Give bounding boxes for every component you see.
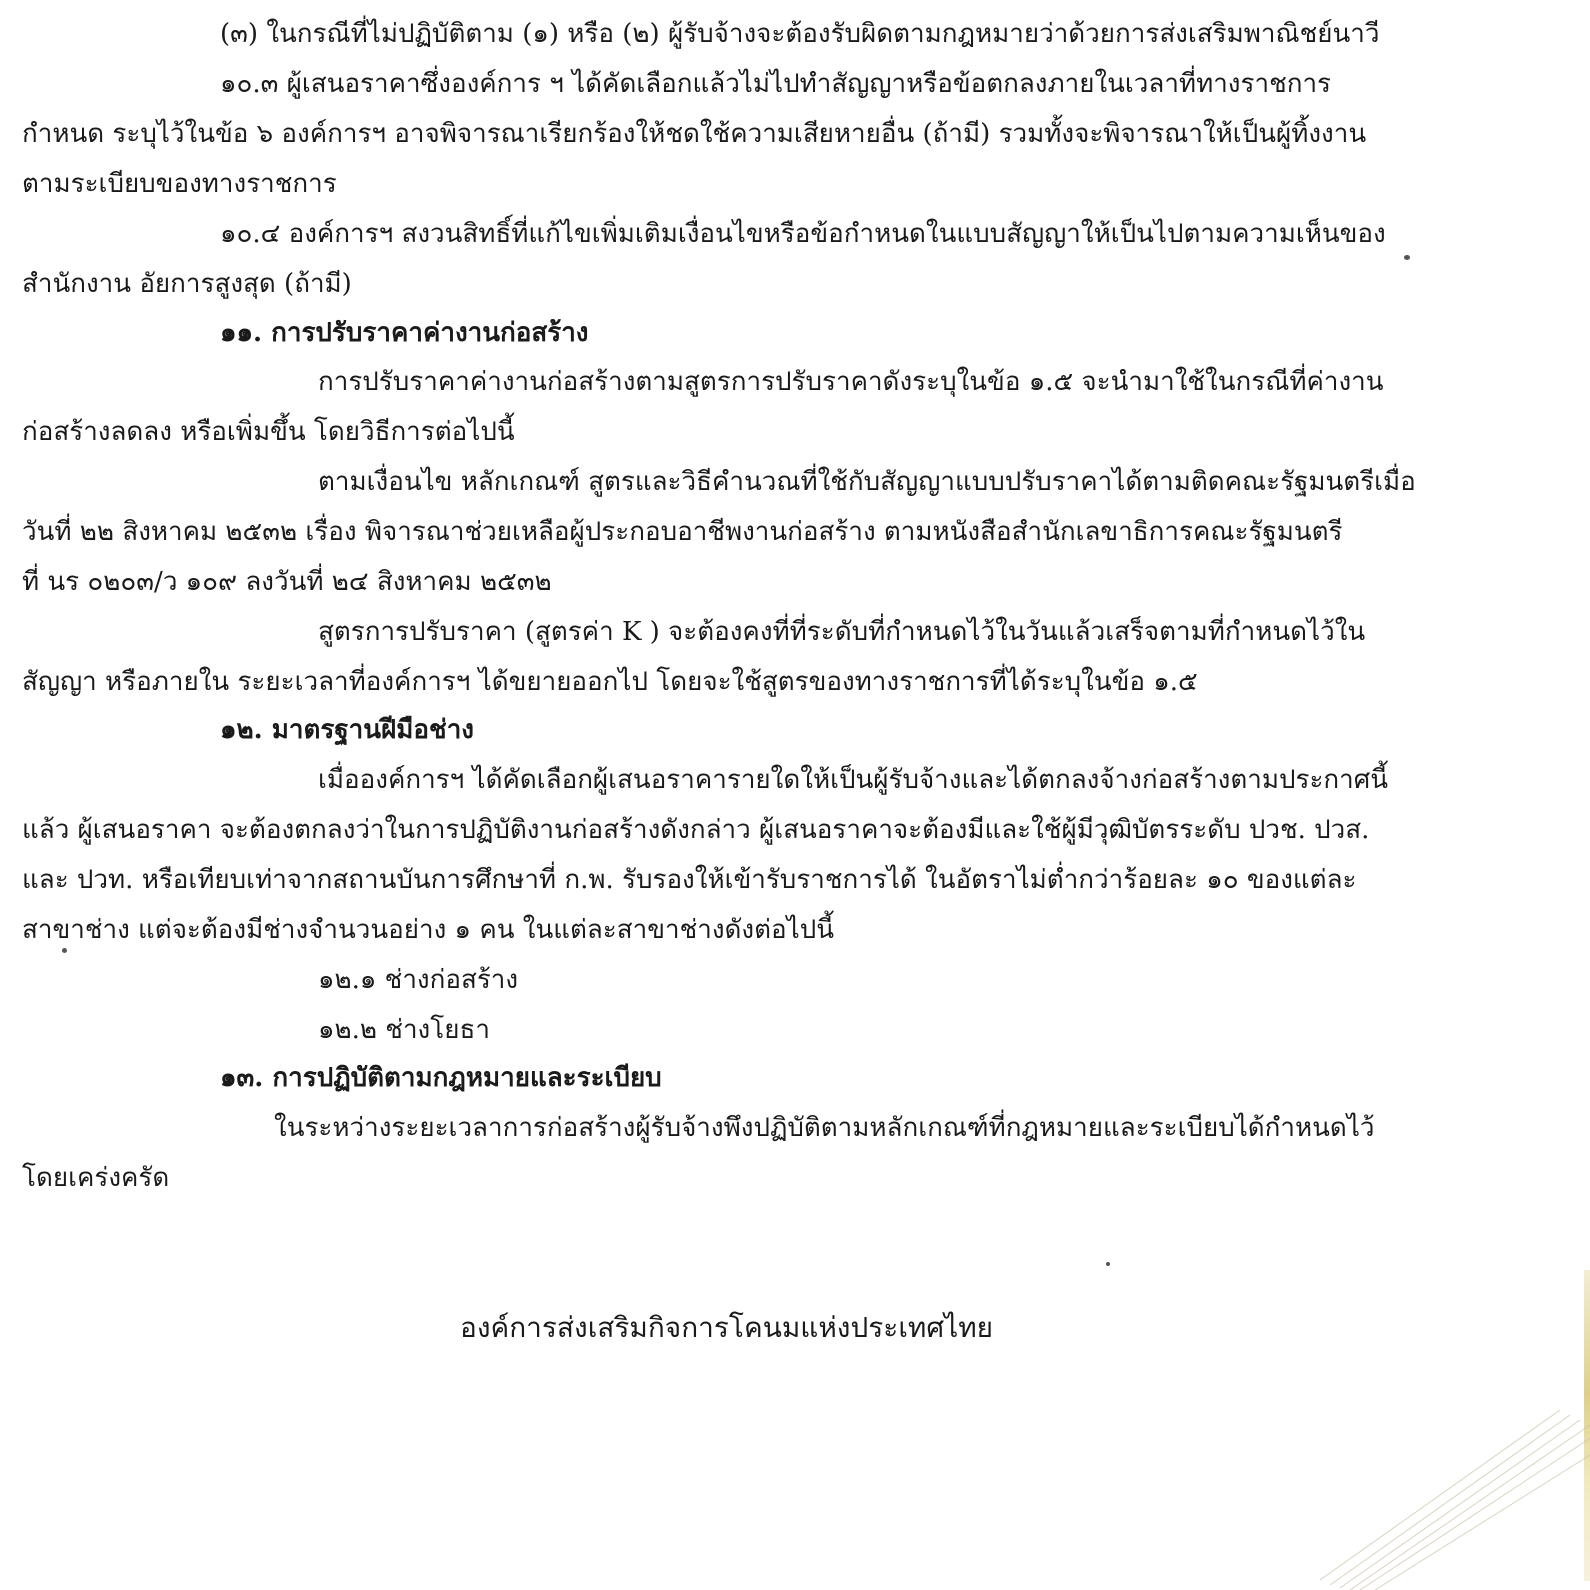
scan-hatch-artifact [1320,1390,1590,1590]
clause-10-3-line-2: กำหนด ระบุไว้ในข้อ ๖ องค์การฯ อาจพิจารณาเรียกร้องให้ชดใช้ความเสียหายอื่น (ถ้ามี) รวมทั้งจะพิจารณาให้เป็นผู้ทิ้งงาน [22,119,1367,149]
section-11-para-1-line-1: การปรับราคาค่างานก่อสร้างตามสูตรการปรับราคาดังระบุในข้อ ๑.๕ จะนำมาใช้ในกรณีที่ค่างาน [318,367,1384,397]
clause-10-4-line-2: สำนักงาน อัยการสูงสุด (ถ้ามี) [22,269,352,299]
section-11-para-3-line-1: สูตรการปรับราคา (สูตรค่า K ) จะต้องคงที่ที่ระดับที่กำหนดไว้ในวันแล้วเสร็จตามที่กำหนดไว้ใน [318,617,1366,647]
section-11-heading: ๑๑. การปรับราคาค่างานก่อสร้าง [220,318,589,348]
section-11-para-2-line-1: ตามเงื่อนไข หลักเกณฑ์ สูตรและวิธีคำนวณที่ใช้กับสัญญาแบบปรับราคาได้ตามติดคณะรัฐมนตรีเมื่อ [318,467,1416,497]
scan-speck [62,948,67,953]
section-11-para-1-line-2: ก่อสร้างลดลง หรือเพิ่มขึ้น โดยวิธีการต่อไปนี้ [22,417,515,447]
scan-speck [1404,255,1410,260]
clause-10-3-line-1: ๑๐.๓ ผู้เสนอราคาซึ่งองค์การ ฯ ได้คัดเลือกแล้วไม่ไปทำสัญญาหรือข้อตกลงภายในเวลาที่ทางราชการ [220,69,1332,99]
section-12-para-line-1: เมื่อองค์การฯ ได้คัดเลือกผู้เสนอราคารายใดให้เป็นผู้รับจ้างและได้ตกลงจ้างก่อสร้างตามประกาศนี้ [318,765,1389,795]
section-12-para-line-4: สาขาช่าง แต่จะต้องมีช่างจำนวนอย่าง ๑ คน ในแต่ละสาขาช่างดังต่อไปนี้ [22,915,834,945]
item-3-text: (๓) ในกรณีที่ไม่ปฏิบัติตาม (๑) หรือ (๒) ผู้รับจ้างจะต้องรับผิดตามกฎหมายว่าด้วยการส่งเสริมพาณิชย์นาวี [220,19,1380,49]
scan-speck [1106,1262,1110,1266]
section-12-heading: ๑๒. มาตรฐานฝีมือช่าง [220,715,474,745]
section-11-para-2-line-3: ที่ นร ๐๒๐๓/ว ๑๐๙ ลงวันที่ ๒๔ สิงหาคม ๒๕๓๒ [22,567,552,597]
section-12-item-1: ๑๒.๑ ช่างก่อสร้าง [318,965,519,995]
section-12-item-2: ๑๒.๒ ช่างโยธา [318,1015,490,1045]
section-13-para-line-1: ในระหว่างระยะเวลาการก่อสร้างผู้รับจ้างพึงปฏิบัติตามหลักเกณฑ์ที่กฎหมายและระเบียบได้กำหนดไว้ [274,1113,1375,1143]
section-11-para-3-line-2: สัญญา หรือภายใน ระยะเวลาที่องค์การฯ ได้ขยายออกไป โดยจะใช้สูตรของทางราชการที่ได้ระบุในข้อ ๑.๕ [22,667,1198,697]
clause-10-4-line-1: ๑๐.๔ องค์การฯ สงวนสิทธิ์ที่แก้ไขเพิ่มเติมเงื่อนไขหรือข้อกำหนดในแบบสัญญาให้เป็นไปตามความเห็นของ [220,219,1386,249]
section-13-heading: ๑๓. การปฏิบัติตามกฎหมายและระเบียบ [220,1063,662,1093]
section-13-para-line-2: โดยเคร่งครัด [22,1163,170,1193]
scan-edge-artifact [1584,1270,1590,1581]
organization-signature-line: องค์การส่งเสริมกิจการโคนมแห่งประเทศไทย [460,1311,994,1344]
section-11-para-2-line-2: วันที่ ๒๒ สิงหาคม ๒๕๓๒ เรื่อง พิจารณาช่วยเหลือผู้ประกอบอาชีพงานก่อสร้าง ตามหนังสือสำนักเลขาธิการคณะรัฐมนตรี [22,517,1343,547]
clause-10-3-line-3: ตามระเบียบของทางราชการ [22,169,337,199]
section-12-para-line-2: แล้ว ผู้เสนอราคา จะต้องตกลงว่าในการปฏิบัติงานก่อสร้างดังกล่าว ผู้เสนอราคาจะต้องมีและใช้ผู้มีวุฒิบัตรระดับ ปวช. ปวส. [22,815,1370,845]
section-12-para-line-3: และ ปวท. หรือเทียบเท่าจากสถานบันการศึกษาที่ ก.พ. รับรองให้เข้ารับราชการได้ ในอัตราไม่ต่ำกว่าร้อยละ ๑๐ ของแต่ละ [22,865,1357,895]
